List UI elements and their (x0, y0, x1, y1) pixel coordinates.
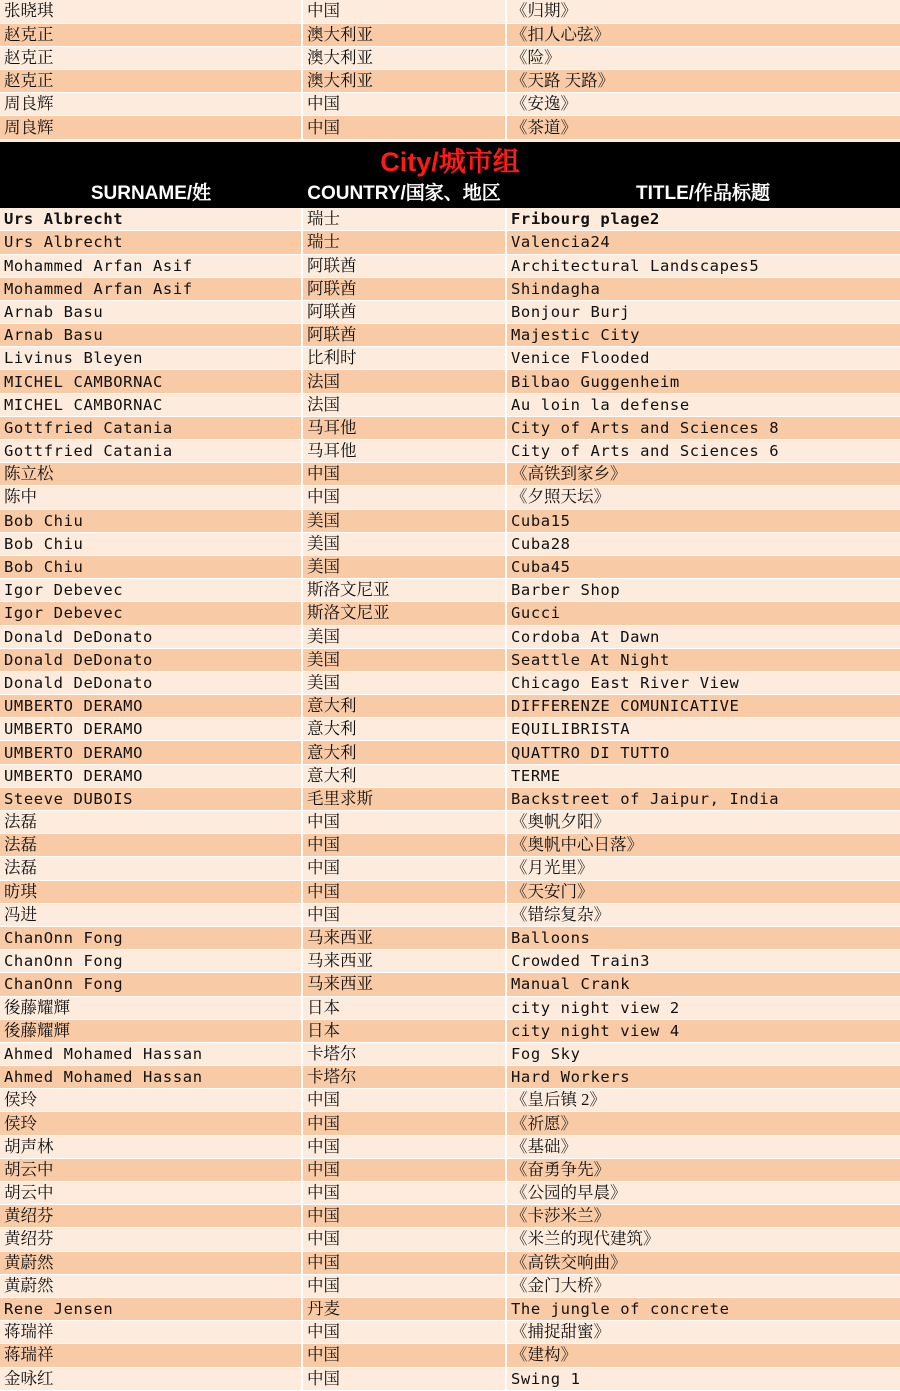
column-header-country: COUNTRY/国家、地区 (307, 182, 501, 204)
cell-title: 《扣人心弦》 (506, 23, 900, 46)
table-row (0, 695, 900, 718)
cell-country: 法国 (302, 393, 506, 416)
cell-country: 澳大利亚 (302, 46, 506, 69)
cell-title: City of Arts and Sciences 8 (506, 416, 900, 439)
cell-title: Chicago East River View (506, 671, 900, 694)
table-row (0, 1112, 900, 1135)
table-row (0, 1344, 900, 1367)
cell-country: 斯洛文尼亚 (302, 579, 506, 602)
table-row (0, 1042, 900, 1065)
cell-surname: 金咏红 (0, 1367, 302, 1390)
table-row (0, 416, 900, 439)
cell-title: Balloons (506, 926, 900, 949)
cell-country: 意大利 (302, 695, 506, 718)
cell-title: Barber Shop (506, 579, 900, 602)
table-row (0, 764, 900, 787)
cell-title: Architectural Landscapes5 (506, 254, 900, 277)
cell-country: 美国 (302, 509, 506, 532)
cell-country: 中国 (302, 0, 506, 23)
cell-title: city night view 4 (506, 1019, 900, 1042)
cell-surname: 张晓琪 (0, 0, 302, 23)
cell-surname: 赵克正 (0, 70, 302, 93)
cell-country: 阿联酋 (302, 300, 506, 323)
cell-surname: MICHEL CAMBORNAC (0, 370, 302, 393)
cell-title: 《归期》 (506, 0, 900, 23)
table-row (0, 1228, 900, 1251)
table-row (0, 1135, 900, 1158)
top-table (0, 0, 900, 140)
cell-title: Seattle At Night (506, 648, 900, 671)
cell-title: 《高铁到家乡》 (506, 463, 900, 486)
cell-title: TERME (506, 764, 900, 787)
cell-title: Au loin la defense (506, 393, 900, 416)
cell-title: Majestic City (506, 324, 900, 347)
cell-surname: 黄绍芬 (0, 1205, 302, 1228)
table-row (0, 555, 900, 578)
cell-surname: 蒋瑞祥 (0, 1344, 302, 1367)
table-row (0, 70, 900, 93)
cell-surname: UMBERTO DERAMO (0, 741, 302, 764)
cell-surname: Donald DeDonato (0, 625, 302, 648)
cell-title: 《险》 (506, 46, 900, 69)
cell-country: 比利时 (302, 347, 506, 370)
cell-surname: Urs Albrecht (0, 231, 302, 254)
cell-country: 美国 (302, 671, 506, 694)
cell-title: The jungle of concrete (506, 1297, 900, 1320)
cell-title: city night view 2 (506, 996, 900, 1019)
table-row (0, 1297, 900, 1320)
table-row (0, 1158, 900, 1181)
table-row (0, 602, 900, 625)
cell-country: 意大利 (302, 718, 506, 741)
cell-country: 马耳他 (302, 440, 506, 463)
cell-surname: 赵克正 (0, 46, 302, 69)
cell-title: QUATTRO DI TUTTO (506, 741, 900, 764)
cell-country: 中国 (302, 880, 506, 903)
cell-surname: 黄蔚然 (0, 1274, 302, 1297)
table-row (0, 857, 900, 880)
table-row (0, 393, 900, 416)
cell-title: EQUILIBRISTA (506, 718, 900, 741)
cell-surname: UMBERTO DERAMO (0, 695, 302, 718)
cell-country: 意大利 (302, 764, 506, 787)
cell-country: 中国 (302, 834, 506, 857)
cell-country: 中国 (302, 486, 506, 509)
cell-country: 日本 (302, 996, 506, 1019)
cell-surname: 黄蔚然 (0, 1251, 302, 1274)
cell-title: 《祈愿》 (506, 1112, 900, 1135)
cell-country: 澳大利亚 (302, 23, 506, 46)
cell-surname: Mohammed Arfan Asif (0, 277, 302, 300)
cell-title: Fribourg plage2 (506, 208, 900, 231)
cell-surname: 陈中 (0, 486, 302, 509)
cell-surname: Bob Chiu (0, 509, 302, 532)
cell-country: 马来西亚 (302, 926, 506, 949)
cell-title: 《皇后镇 2》 (506, 1089, 900, 1112)
cell-country: 瑞士 (302, 208, 506, 231)
table-row (0, 93, 900, 116)
cell-surname: 胡云中 (0, 1158, 302, 1181)
cell-country: 中国 (302, 857, 506, 880)
cell-surname: 法磊 (0, 811, 302, 834)
cell-title: 《错综复杂》 (506, 903, 900, 926)
table-row (0, 463, 900, 486)
table-row (0, 1205, 900, 1228)
cell-surname: 周良辉 (0, 116, 302, 139)
cell-surname: Arnab Basu (0, 300, 302, 323)
table-row (0, 718, 900, 741)
table-row (0, 254, 900, 277)
cell-country: 中国 (302, 1112, 506, 1135)
table-row (0, 347, 900, 370)
cell-surname: 昉琪 (0, 880, 302, 903)
cell-surname: Donald DeDonato (0, 671, 302, 694)
cell-title: 《奥帆夕阳》 (506, 811, 900, 834)
cell-surname: 周良辉 (0, 93, 302, 116)
cell-country: 丹麦 (302, 1297, 506, 1320)
cell-country: 毛里求斯 (302, 787, 506, 810)
cell-country: 中国 (302, 93, 506, 116)
cell-title: 《茶道》 (506, 116, 900, 139)
cell-surname: 侯玲 (0, 1112, 302, 1135)
column-header-title: TITLE/作品标题 (635, 182, 771, 204)
cell-title: 《夕照天坛》 (506, 486, 900, 509)
cell-surname: UMBERTO DERAMO (0, 718, 302, 741)
cell-title: Bonjour Burj (506, 300, 900, 323)
table-row (0, 926, 900, 949)
cell-title: 《奥帆中心日落》 (506, 834, 900, 857)
table-row (0, 671, 900, 694)
cell-country: 美国 (302, 625, 506, 648)
cell-title: Cordoba At Dawn (506, 625, 900, 648)
cell-country: 中国 (302, 1158, 506, 1181)
cell-title: DIFFERENZE COMUNICATIVE (506, 695, 900, 718)
cell-title: 《月光里》 (506, 857, 900, 880)
cell-country: 中国 (302, 903, 506, 926)
section-title: City/城市组 (380, 146, 520, 177)
cell-surname: ChanOnn Fong (0, 950, 302, 973)
cell-surname: Livinus Bleyen (0, 347, 302, 370)
cell-surname: 法磊 (0, 857, 302, 880)
cell-surname: Mohammed Arfan Asif (0, 254, 302, 277)
cell-country: 马耳他 (302, 416, 506, 439)
entries-table (0, 208, 900, 1391)
table-row (0, 1367, 900, 1390)
table-row (0, 1274, 900, 1297)
cell-surname: Steeve DUBOIS (0, 787, 302, 810)
cell-country: 中国 (302, 463, 506, 486)
cell-surname: Urs Albrecht (0, 208, 302, 231)
cell-surname: 侯玲 (0, 1089, 302, 1112)
table-row (0, 440, 900, 463)
cell-surname: 胡云中 (0, 1182, 302, 1205)
cell-country: 美国 (302, 648, 506, 671)
cell-title: 《捕捉甜蜜》 (506, 1321, 900, 1344)
cell-surname: MICHEL CAMBORNAC (0, 393, 302, 416)
table-row (0, 880, 900, 903)
cell-country: 日本 (302, 1019, 506, 1042)
table-row (0, 834, 900, 857)
cell-country: 美国 (302, 555, 506, 578)
table-row (0, 996, 900, 1019)
table-row (0, 741, 900, 764)
table-row (0, 277, 900, 300)
cell-title: Bilbao Guggenheim (506, 370, 900, 393)
table-row (0, 1019, 900, 1042)
cell-surname: 黄绍芬 (0, 1228, 302, 1251)
cell-title: 《安逸》 (506, 93, 900, 116)
cell-country: 马来西亚 (302, 950, 506, 973)
cell-country: 中国 (302, 811, 506, 834)
cell-country: 马来西亚 (302, 973, 506, 996)
cell-title: 《天路 天路》 (506, 70, 900, 93)
cell-title: Swing 1 (506, 1367, 900, 1390)
cell-title: 《天安门》 (506, 880, 900, 903)
cell-title: 《公园的早晨》 (506, 1182, 900, 1205)
cell-surname: Bob Chiu (0, 532, 302, 555)
cell-country: 中国 (302, 1321, 506, 1344)
cell-title: Cuba15 (506, 509, 900, 532)
cell-surname: 胡声林 (0, 1135, 302, 1158)
table-row (0, 300, 900, 323)
section-header (0, 142, 900, 208)
cell-title: 《奋勇争先》 (506, 1158, 900, 1181)
cell-title: Valencia24 (506, 231, 900, 254)
cell-country: 中国 (302, 1274, 506, 1297)
table-row (0, 1321, 900, 1344)
table-row (0, 116, 900, 139)
cell-title: Hard Workers (506, 1066, 900, 1089)
cell-country: 中国 (302, 1089, 506, 1112)
cell-country: 美国 (302, 532, 506, 555)
cell-country: 中国 (302, 1251, 506, 1274)
cell-surname: 陈立松 (0, 463, 302, 486)
table-row (0, 46, 900, 69)
cell-title: City of Arts and Sciences 6 (506, 440, 900, 463)
table-row (0, 1182, 900, 1205)
cell-country: 中国 (302, 116, 506, 139)
cell-surname: Rene Jensen (0, 1297, 302, 1320)
cell-country: 阿联酋 (302, 324, 506, 347)
cell-title: 《米兰的现代建筑》 (506, 1228, 900, 1251)
cell-surname: ChanOnn Fong (0, 973, 302, 996)
cell-surname: Ahmed Mohamed Hassan (0, 1042, 302, 1065)
cell-title: Gucci (506, 602, 900, 625)
cell-surname: 後藤耀輝 (0, 996, 302, 1019)
cell-title: 《高铁交响曲》 (506, 1251, 900, 1274)
cell-title: Cuba45 (506, 555, 900, 578)
cell-surname: 蒋瑞祥 (0, 1321, 302, 1344)
table-row (0, 1251, 900, 1274)
table-row (0, 903, 900, 926)
cell-title: Shindagha (506, 277, 900, 300)
table-row (0, 486, 900, 509)
table-row (0, 787, 900, 810)
table-row (0, 23, 900, 46)
cell-title: 《卡莎米兰》 (506, 1205, 900, 1228)
cell-title: Venice Flooded (506, 347, 900, 370)
cell-country: 阿联酋 (302, 254, 506, 277)
cell-country: 中国 (302, 1344, 506, 1367)
table-row (0, 973, 900, 996)
cell-country: 澳大利亚 (302, 70, 506, 93)
cell-surname: Igor Debevec (0, 579, 302, 602)
cell-country: 阿联酋 (302, 277, 506, 300)
cell-country: 斯洛文尼亚 (302, 602, 506, 625)
cell-country: 中国 (302, 1135, 506, 1158)
table-row (0, 532, 900, 555)
cell-country: 卡塔尔 (302, 1066, 506, 1089)
cell-title: 《建构》 (506, 1344, 900, 1367)
cell-title: 《基础》 (506, 1135, 900, 1158)
cell-title: Backstreet of Jaipur, India (506, 787, 900, 810)
cell-country: 中国 (302, 1205, 506, 1228)
cell-country: 卡塔尔 (302, 1042, 506, 1065)
table-row (0, 1066, 900, 1089)
cell-surname: Igor Debevec (0, 602, 302, 625)
table-row (0, 509, 900, 532)
table-row (0, 811, 900, 834)
cell-country: 中国 (302, 1182, 506, 1205)
cell-surname: Bob Chiu (0, 555, 302, 578)
cell-surname: 赵克正 (0, 23, 302, 46)
table-row (0, 648, 900, 671)
cell-title: 《金门大桥》 (506, 1274, 900, 1297)
table-row (0, 950, 900, 973)
table-row (0, 370, 900, 393)
cell-title: Crowded Train3 (506, 950, 900, 973)
cell-country: 意大利 (302, 741, 506, 764)
table-row (0, 0, 900, 23)
cell-country: 瑞士 (302, 231, 506, 254)
cell-surname: 冯进 (0, 903, 302, 926)
cell-title: Cuba28 (506, 532, 900, 555)
cell-surname: UMBERTO DERAMO (0, 764, 302, 787)
cell-surname: Gottfried Catania (0, 416, 302, 439)
cell-title: Manual Crank (506, 973, 900, 996)
cell-surname: Donald DeDonato (0, 648, 302, 671)
cell-surname: ChanOnn Fong (0, 926, 302, 949)
cell-surname: Gottfried Catania (0, 440, 302, 463)
cell-surname: 法磊 (0, 834, 302, 857)
cell-surname: Ahmed Mohamed Hassan (0, 1066, 302, 1089)
cell-country: 法国 (302, 370, 506, 393)
table-row (0, 625, 900, 648)
cell-surname: Arnab Basu (0, 324, 302, 347)
cell-title: Fog Sky (506, 1042, 900, 1065)
table-row (0, 579, 900, 602)
table-row (0, 324, 900, 347)
cell-surname: 後藤耀輝 (0, 1019, 302, 1042)
cell-country: 中国 (302, 1367, 506, 1390)
table-row (0, 1089, 900, 1112)
column-header-surname: SURNAME/姓 (90, 182, 212, 204)
table-row (0, 231, 900, 254)
table-row (0, 208, 900, 231)
cell-country: 中国 (302, 1228, 506, 1251)
